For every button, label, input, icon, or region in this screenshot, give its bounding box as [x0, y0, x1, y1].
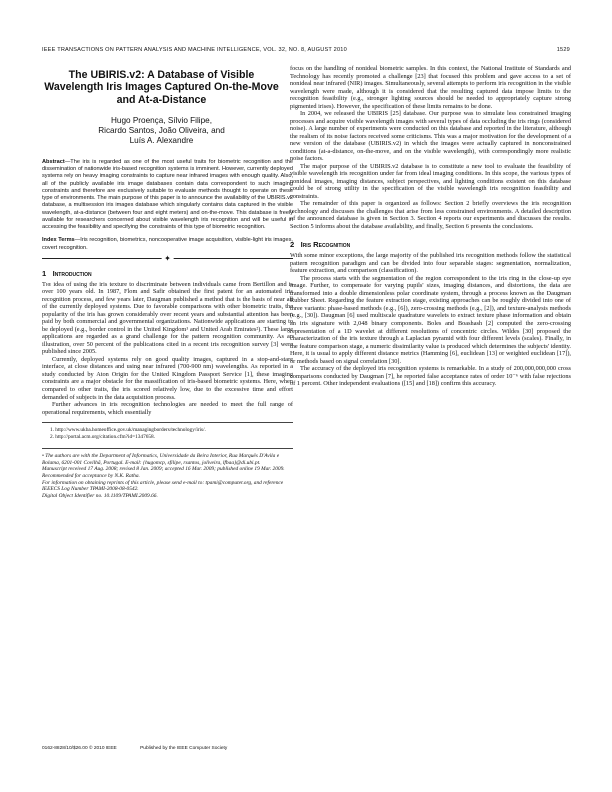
footnote-1: 1. http://www.ukba.homeoffice.gov.uk/managingborders/technology/iris/. — [50, 427, 206, 434]
footer-issn: 0162-8828/10/$26.00 © 2010 IEEE — [42, 746, 117, 751]
manuscript-history: Manuscript received 17 Aug. 2008; revised 8 Jan. 2009; accepted 16 Mar. 2009; published online 19 Mar. 2009. — [42, 466, 285, 473]
page-footer — [42, 746, 249, 751]
section-1-paragraph-3: Further advances in iris recognition technologies are needed to meet the full range of operational requirements, which essentially — [42, 401, 293, 416]
divider-ornament-icon: ✦ — [161, 254, 174, 263]
section-2-body — [290, 252, 571, 387]
paper-title: The UBIRIS.v2: A Database of Visible Wavelength Iris Images Captured On-the-Move and At-a-Distance — [44, 69, 279, 106]
footer-publisher: Published by the IEEE Computer Society — [140, 746, 228, 751]
right-column — [290, 65, 571, 388]
section-2-paragraph-2: The process starts with the segmentation of the region correspondent to the iris ring in the close-up eye image. Further, to compensate for varying pupils' sizes, imaging distances, and distortions, the data are transformed into a double dimensionless polar coordinate system, through a process known as the Daugman Rubber Sheet. Regarding the feature extraction stage, existing approaches can be roughly divided into one of three variants: phase-based methods (e.g., [6]), zero-crossing methods (e.g., [2]), and texture-analysis methods (e.g., [30]). Daugman [6] used multiscale quadrature wavelets to extract texture phase information and obtain an iris signature with 2,048 binary components. Boles and Boashash [2] computed the zero-crossing representation of a 1D wavelet at different resolutions of concentric circles. Wildes [30] proposed the characterization of the iris texture through a Laplacian pyramid with four different levels (scales). Finally, in the feature comparison stage, a numeric dissimilarity value is produced which determines the subjects' identity. Here, it is usual to apply different distance metrics (Hamming [6], euclidean [13] or weighted euclidean [17]), or methods based on signal correlation [30]. — [290, 274, 571, 365]
section-2-paragraph-1: With some minor exceptions, the large majority of the published iris recognition methods follow the statistical pattern recognition paradigm and can be divided into four separable stages: segmentation, normalization, feature extraction, and comparison (classification). — [290, 252, 571, 275]
section-1-body — [42, 281, 293, 416]
index-terms-text: —Iris recognition, biometrics, noncooperative image acquisition, visible-light iris images, covert recognition. — [42, 237, 293, 251]
footnotes — [42, 422, 293, 440]
reprints-info: For information on obtaining reprints of this article, please send e-mail to: tpami@computer.org, and reference IEEECS Log Number TPAMI-2008-08-0542. — [42, 479, 284, 493]
section-2-heading — [290, 240, 571, 249]
index-terms-label: Index Terms — [42, 237, 75, 244]
authors-line-2: Ricardo Santos, João Oliveira, and — [98, 126, 225, 136]
right-paragraph-3: The major purpose of the UBIRIS.v2 database is to constitute a new tool to evaluate the feasibility of visible wavelength iris recognition under far from ideal imaging conditions. In this scope, the various types of nonideal images, imaging distances, subject perspectives, and lighting conditions existent on this database could be of strong utility in the specification of the visible wavelength iris recognition feasibility and constraints. — [290, 162, 571, 200]
affiliation-block — [42, 448, 293, 499]
authors-line-1: Hugo Proença, Sílvio Filipe, — [110, 115, 213, 125]
index-terms — [42, 237, 293, 252]
page-number: 1529 — [556, 47, 570, 53]
footnote-2: 2. http://portal.acm.org/citation.cfm?id=1347658. — [50, 433, 155, 440]
section-1-title: Introduction — [52, 268, 92, 278]
authors-affiliation: • The authors are with the Department of Informatics, Universidade da Beira Interior, Rua Marquês D'Avila e Bolama, 6201-001 Covilhã, Portugal. E-mail: {hugomcp, sfilipe, rsantos, joliveira, lfbaa}@di.ubi.pt. — [42, 453, 280, 466]
author-list — [42, 116, 281, 147]
authors-line-3: Luís A. Alexandre — [129, 136, 194, 146]
running-header — [42, 47, 570, 53]
intro-continued — [290, 65, 571, 230]
right-paragraph-1: focus on the handling of nonideal biometric samples. In this context, the National Institute of Standards and Technology has recently promoted a challenge [23] that focused this problem and gave access to a set of nonideal near infrared (NIR) images. Simultaneously, several attempts to perform iris recognition in the visible wavelength were made, although it is considered that the resulting captured data impose limits to the recognition feasibility (e.g., stronger lighting sources should be needed to appropriately capture strong pigmented irises). However, the specification of these limits remains to be done. — [290, 65, 571, 110]
section-1-paragraph-1: The idea of using the iris texture to discriminate between individuals came from Bertillon and is over 100 years old. In 1987, Flom and Safir obtained the first patent for an automated iris recognition process, and few years later, Daugman published a method that is the basis of near all of the currently deployed systems. Due to favorable comparisons with other biometric traits, the popularity of the iris has grown considerably over recent years and substantial attention has been paid by both commercial and governmental organizations. Nationwide applications are starting to be deployed (e.g., border control in the United Kingdom¹ and United Arab Emirates²). These large applications are regarded as a grand challenge for the pattern recognition community. As an illustration, over 50 percent of the publications cited in a recent iris recognition survey [3] were published since 2005. — [42, 280, 293, 356]
section-1-number: 1 — [42, 268, 47, 278]
section-divider — [42, 253, 293, 263]
section-2-paragraph-3: The accuracy of the deployed iris recognition systems is remarkable. In a study of 200,000,000,000 cross comparisons conducted by Daugman [7], he reported false acceptance rates of order 10⁻⁶ with false rejections of 1 percent. Other independent evaluations ([15] and [18]) confirm this accuracy. — [290, 365, 571, 388]
section-1-heading — [42, 269, 293, 278]
right-paragraph-2: In 2004, we released the UBIRIS [25] database. Our purpose was to simulate less constrained imaging processes and acquire visible wavelength images with several types of data occluding the iris rings (considered noise). A large number of experiments were conducted on this database and reported in the literature, although the realism of its noise factors received some criticisms. This was a major motivation for the development of a new version of the database (UBIRIS.v2) in which the images were actually captured in nonconstrained conditions (at-a-distance, on-the-move, and on the visible wavelength), with correspondingly more realistic noise factors. — [290, 110, 571, 163]
abstract-text: —The iris is regarded as one of the most useful traits for biometric recognition and the dissemination of nationwide iris-based recognition systems is imminent. However, currently deployed systems rely on heavy imaging constraints to capture near infrared images with enough quality. Also, all of the publicly available iris image databases contain data correspondent to such imaging constraints and therefore are exclusively suitable to evaluate methods thought to operate on these type of environments. The main purpose of this paper is to announce the availability of the UBIRIS.v2 database, a multisession iris images database which singularly contains data captured in the visible wavelength, at-a-distance (between four and eight meters) and on-the-move. This database is freely available for researchers concerned about visible wavelength iris recognition and will be useful in accessing the feasibility and specifying the constraints of this type of biometric recognition. — [42, 158, 293, 231]
right-paragraph-4: The remainder of this paper is organized as follows: Section 2 briefly overviews the iris recognition technology and discusses the challenges that arise from less constrained environments. A detailed description of the announced database is given in Section 3. Section 4 reports our experiments and discusses the results. Section 5 informs about the database availability, and finally, Section 6 presents the conclusions. — [290, 200, 571, 230]
recommended-by: Recommended for acceptance by N.K. Ratha. — [42, 473, 140, 480]
journal-header: IEEE TRANSACTIONS ON PATTERN ANALYSIS AND MACHINE INTELLIGENCE, VOL. 32, NO. 8, AUGUST 2010 — [42, 47, 347, 53]
section-1-paragraph-2: Currently, deployed systems rely on good quality images, captured in a stop-and-stare interface, at close distances and using near infrared (700-900 nm) wavelengths. As reported in a study conducted by Aton Origin for the United Kingdom Passport Service [1], these imaging constraints are a major obstacle for the massification of iris-based biometric systems. Here, when compared to other traits, the iris scored relatively low, due to the excessive time and effort demanded of subjects in the data acquisition process. — [42, 355, 293, 401]
abstract-label: Abstract — [42, 158, 65, 165]
section-2-title: Iris Recognition — [300, 240, 351, 250]
section-2-number: 2 — [290, 240, 295, 250]
section-1-lead-word: The — [42, 280, 52, 288]
doi: Digital Object Identifier no. 10.1109/TPAMI.2009.66. — [42, 492, 158, 499]
left-column — [42, 65, 293, 499]
abstract — [42, 159, 293, 232]
